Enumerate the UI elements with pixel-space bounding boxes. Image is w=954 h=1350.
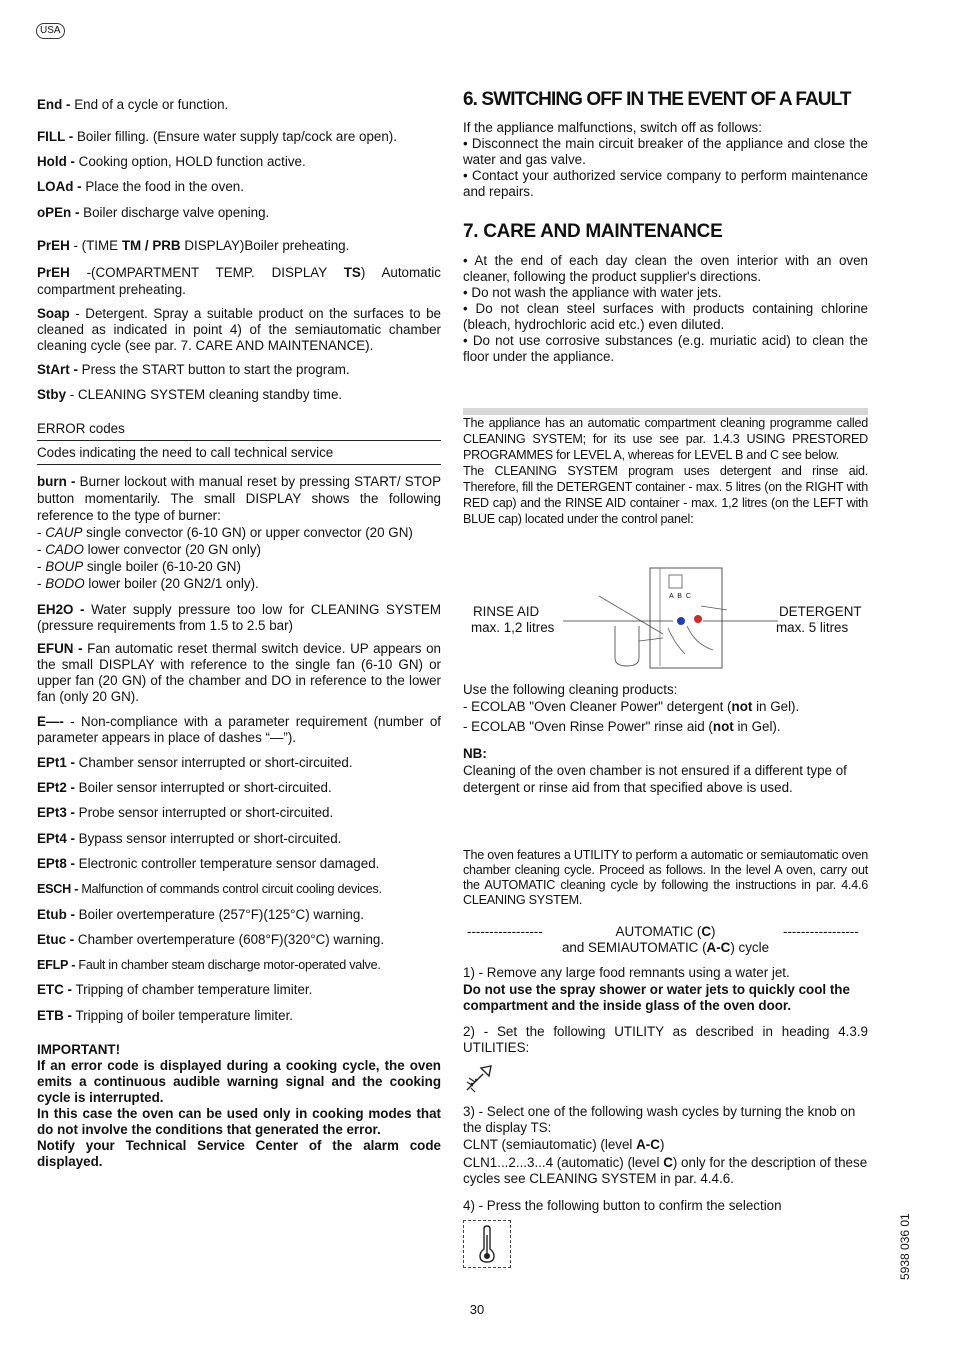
error-ept3: EPt3 - Probe sensor interrupted or short-circuited. (37, 805, 334, 820)
section-6-title: 6. SWITCHING OFF IN THE EVENT OF A FAULT (463, 89, 851, 110)
document-code: 5938 036 01 (898, 1213, 912, 1280)
step-1: 1) - Remove any large food remnants using a water jet. Do not use the spray shower or water jets to quickly cool the compartment and the inside glass of the oven door. (463, 965, 850, 1013)
definition-preh-compartment: PrEH -(COMPARTMENT TEMP. DISPLAY TS) Automatic compartment preheating. (37, 265, 441, 297)
section-divider-band (463, 408, 868, 415)
error-codes-subheading: Codes indicating the need to call technical service (37, 445, 441, 465)
error-ept2: EPt2 - Boiler sensor interrupted or short-circuited. (37, 780, 332, 795)
error-esch: ESCH - Malfunction of commands control circuit cooling devices. (37, 882, 382, 896)
error-etb: ETB - Tripping of boiler temperature limiter. (37, 1008, 294, 1023)
nb-note: NB: Cleaning of the oven chamber is not ensured if a different type of detergent or rinse aid from that specified above is used. (463, 746, 847, 795)
burner-cado: - CADO lower convector (20 GN only) (37, 542, 262, 557)
definition-soap: Soap - Detergent. Spray a suitable product on the surfaces to be cleaned as indicated in point 4) of the semiautomatic chamber cleaning cycle (see par. 7. CARE AND MAINTENANCE). (37, 306, 441, 353)
panel-text: A B C (669, 593, 692, 600)
error-etuc: Etuc - Chamber overtemperature (608°F)(320°C) warning. (37, 932, 385, 947)
page-number: 30 (469, 1302, 485, 1317)
definition-open: oPEn - Boiler discharge valve opening. (37, 205, 270, 220)
section-6-body: If the appliance malfunctions, switch off as follows: • Disconnect the main circuit breaker of the appliance and close the water and gas valve. • Contact your authorized service company to perform maintenance and repairs. (463, 120, 868, 199)
error-etub: Etub - Boiler overtemperature (257°F)(125°C) warning. (37, 907, 364, 922)
cleaning-system-intro: The appliance has an automatic compartment cleaning programme called CLEANING SYSTEM; for its use see par. 1.4.3 USING PRESTORED PROGRAMMES for LEVEL A, whereas for LEVEL B and C see below. The CLEANING SYSTEM program uses detergent and rinse aid. Therefore, fill the DETERGENT container - max. 5 litres (on the RIGHT with RED cap) and the RINSE AID container - max. 1,2 litres (on the LEFT with BLUE cap) located under the control panel: (463, 416, 868, 526)
important-notice: IMPORTANT! If an error code is displayed during a cooking cycle, the oven emits a continuous audible warning signal and the cooking cycle is interrupted. In this case the oven can be used only in cooking modes that do not involve the conditions that generated the error. Notify your Technical Service Center of the alarm code displayed. (37, 1042, 441, 1169)
error-burn: burn - Burner lockout with manual reset by pressing START/ STOP button momentarily. The small DISPLAY shows the following reference to the type of burner: - CAUP single convector (6-10 GN) or upper convector (20 GN) - CADO lower convector (20 GN only) - BOUP single boiler (6-10-20 GN) - BODO lower boiler (20 GN2/1 only). (37, 474, 442, 591)
step-4: 4) - Press the following button to confirm the selection (463, 1198, 782, 1213)
rinse-aid-capacity: max. 1,2 litres (471, 620, 555, 635)
error-ept4: EPt4 - Bypass sensor interrupted or short-circuited. (37, 831, 342, 846)
rinse-aid-label: RINSE AID (473, 604, 540, 619)
error-codes-heading: ERROR codes (37, 421, 441, 441)
definition-preh-time: PrEH - (TIME TM / PRB DISPLAY)Boiler preheating. (37, 238, 350, 253)
burner-bodo: - BODO lower boiler (20 GN2/1 only). (37, 576, 259, 591)
burner-boup: - BOUP single boiler (6-10-20 GN) (37, 559, 241, 574)
utility-intro: The oven features a UTILITY to perform a automatic or semiautomatic oven chamber cleaning cycle. Proceed as follows. In the level A oven, carry out the AUTOMATIC cleaning cycle by following the instructions in par. 4.4.6 CLEANING SYSTEM. (463, 848, 868, 907)
burner-caup: - CAUP single convector (6-10 GN) or upper convector (20 GN) (37, 525, 413, 540)
section-7-body: • At the end of each day clean the oven interior with an oven cleaner, following the product supplier's directions. • Do not wash the appliance with water jets. • Do not clean steel surfaces with products containing chlorine (bleach, hydrochloric acid etc.) even diluted. • Do not use corrosive substances (e.g. muriatic acid) to clean the floor under the appliance. (463, 253, 868, 364)
definition-load: LOAd - Place the food in the oven. (37, 179, 244, 194)
definition-hold: Hold - Cooking option, HOLD function active. (37, 154, 306, 169)
error-ept1: EPt1 - Chamber sensor interrupted or short-circuited. (37, 755, 353, 770)
blue-cap (677, 617, 685, 625)
error-eflp: EFLP - Fault in chamber steam discharge motor-operated valve. (37, 958, 381, 972)
confirm-thermometer-button-icon (463, 1220, 511, 1268)
step-3: 3) - Select one of the following wash cycles by turning the knob on the display TS: CLNT (semiautomatic) (level A-C) CLN1...2...3...4 (automatic) (level C) only for the description of these cycles see CLEANING SYSTEM in par. 4.4.6. (463, 1104, 868, 1186)
definition-fill: FILL - Boiler filling. (Ensure water supply tap/cock are open). (37, 129, 397, 144)
containers-figure (463, 566, 868, 670)
error-ept8: EPt8 - Electronic controller temperature sensor damaged. (37, 856, 380, 871)
error-efun: EFUN - Fan automatic reset thermal switch device. UP appears on the small DISPLAY with reference to the single fan (6-10 GN) or upper fan (20 GN) of the chamber and DO in reference to the lower fan (only 20 GN). (37, 641, 441, 704)
definition-start: StArt - Press the START button to start the program. (37, 362, 350, 377)
cleaning-products: Use the following cleaning products: - ECOLAB "Oven Cleaner Power" detergent (not in Gel). - ECOLAB "Oven Rinse Power" rinse aid (not in Gel). (463, 682, 800, 734)
utility-spray-icon (463, 1062, 495, 1094)
region-badge: USA (36, 23, 65, 39)
step-2: 2) - Set the following UTILITY as described in heading 4.3.9 UTILITIES: (463, 1024, 868, 1055)
automatic-semiautomatic-heading: ----------------- ----------------- AUTOMATIC (C) and SEMIAUTOMATIC (A-C) cycle (467, 924, 859, 955)
definition-end: End - End of a cycle or function. (37, 97, 229, 112)
detergent-capacity: max. 5 litres (776, 620, 849, 635)
detergent-label: DETERGENT (779, 604, 862, 619)
red-cap (694, 615, 702, 623)
definition-stby: Stby - CLEANING SYSTEM cleaning standby time. (37, 387, 343, 402)
error-etc: ETC - Tripping of chamber temperature limiter. (37, 982, 313, 997)
section-7-title: 7. CARE AND MAINTENANCE (463, 221, 723, 242)
error-eh2o: EH2O - Water supply pressure too low for CLEANING SYSTEM (pressure requirements from 1.5 to 2.5 bar) (37, 602, 441, 633)
error-e-dash: E—- - Non-compliance with a parameter requirement (number of parameter appears in place of dashes “—”). (37, 714, 441, 745)
